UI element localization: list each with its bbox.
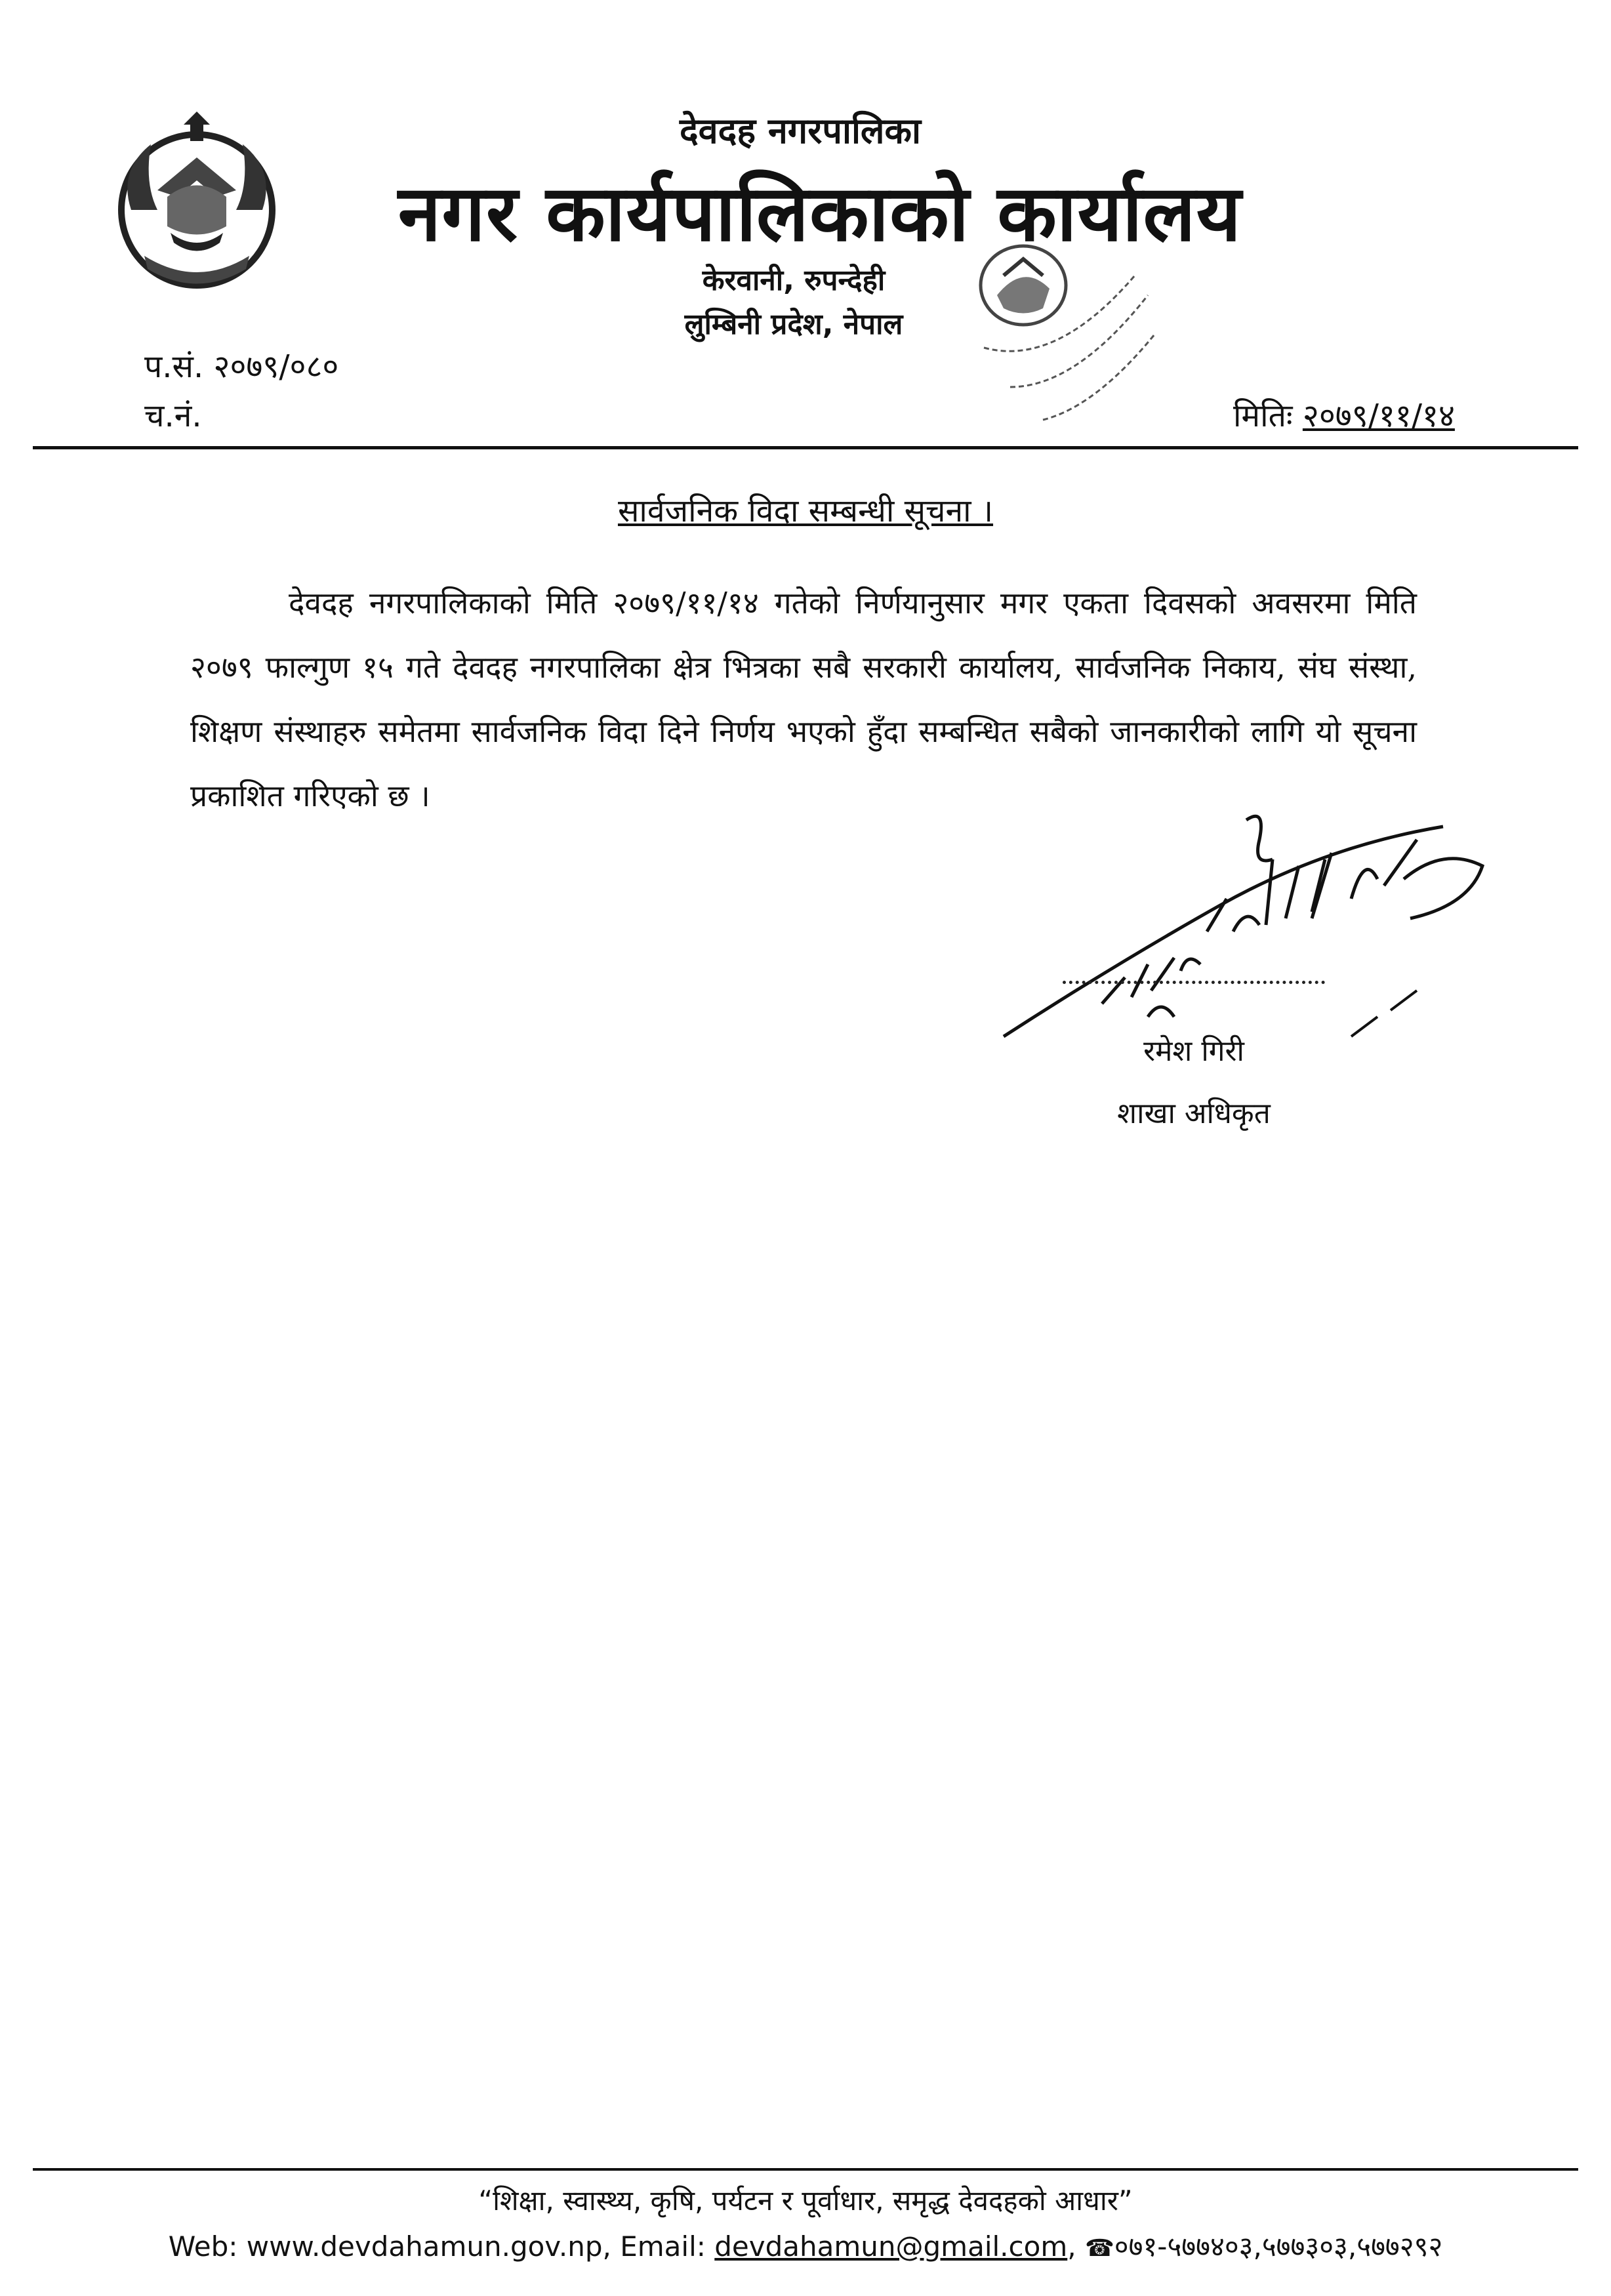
- footer-divider: [33, 2168, 1578, 2171]
- footer-motto: “शिक्षा, स्वास्थ्य, कृषि, पर्यटन र पूर्वाधार, समृद्ध देवदहको आधार”: [478, 2184, 1133, 2217]
- dispatch-number: च.नं.: [144, 398, 202, 434]
- email-link[interactable]: devdahamun@gmail.com: [714, 2230, 1068, 2263]
- signatory-title: शाखा अधिकृत: [1117, 1097, 1271, 1130]
- signature-line: [1063, 981, 1325, 984]
- telephone-icon: ☎: [1084, 2235, 1114, 2262]
- nepal-government-emblem-icon: [105, 112, 289, 295]
- notice-subject: सार्वजनिक विदा सम्बन्धी सूचना ।: [617, 493, 994, 529]
- municipality-name: देवदह नगरपालिका: [679, 110, 922, 152]
- date-label: मितिः: [1233, 398, 1293, 434]
- contact-separator: ,: [1067, 2230, 1085, 2263]
- reference-number: प.सं. २०७९/०८०: [144, 348, 339, 385]
- date-value: २०७९/११/१४: [1302, 398, 1455, 434]
- signatory-name: रमेश गिरी: [1143, 1035, 1244, 1068]
- address-line-1: केरवानी, रुपन्देही: [702, 264, 886, 297]
- letter-date: [1233, 394, 1455, 436]
- web-label: Web: www.devdahamun.gov.np, Email:: [168, 2230, 715, 2263]
- notice-body: देवदह नगरपालिकाको मिति २०७९/११/१४ गतेको निर्णयानुसार मगर एकता दिवसको अवसरमा मिति २०७९ फाल्गुण १५ गते देवदह नगरपालिका क्षेत्र भित्रका सबै सरकारी कार्यालय, सार्वजनिक निकाय, संघ संस्था, शिक्षण संस्थाहरु समेतमा सार्वजनिक विदा दिने निर्णय भएको हुँदा सम्बन्धित सबैको जानकारीको लागि यो सूचना प्रकाशित गरिएको छ ।: [190, 585, 1417, 813]
- header-divider: [33, 446, 1578, 449]
- address-line-2: लुम्बिनी प्रदेश, नेपाल: [684, 308, 903, 341]
- office-seal-stamp: [938, 236, 1174, 433]
- office-name: नगर कार्यपालिकाको कार्यालय: [398, 168, 1242, 258]
- phone-numbers: ०७१-५७७४०३,५७७३०३,५७७२९२: [1114, 2230, 1443, 2263]
- footer-contact: [0, 2227, 1611, 2265]
